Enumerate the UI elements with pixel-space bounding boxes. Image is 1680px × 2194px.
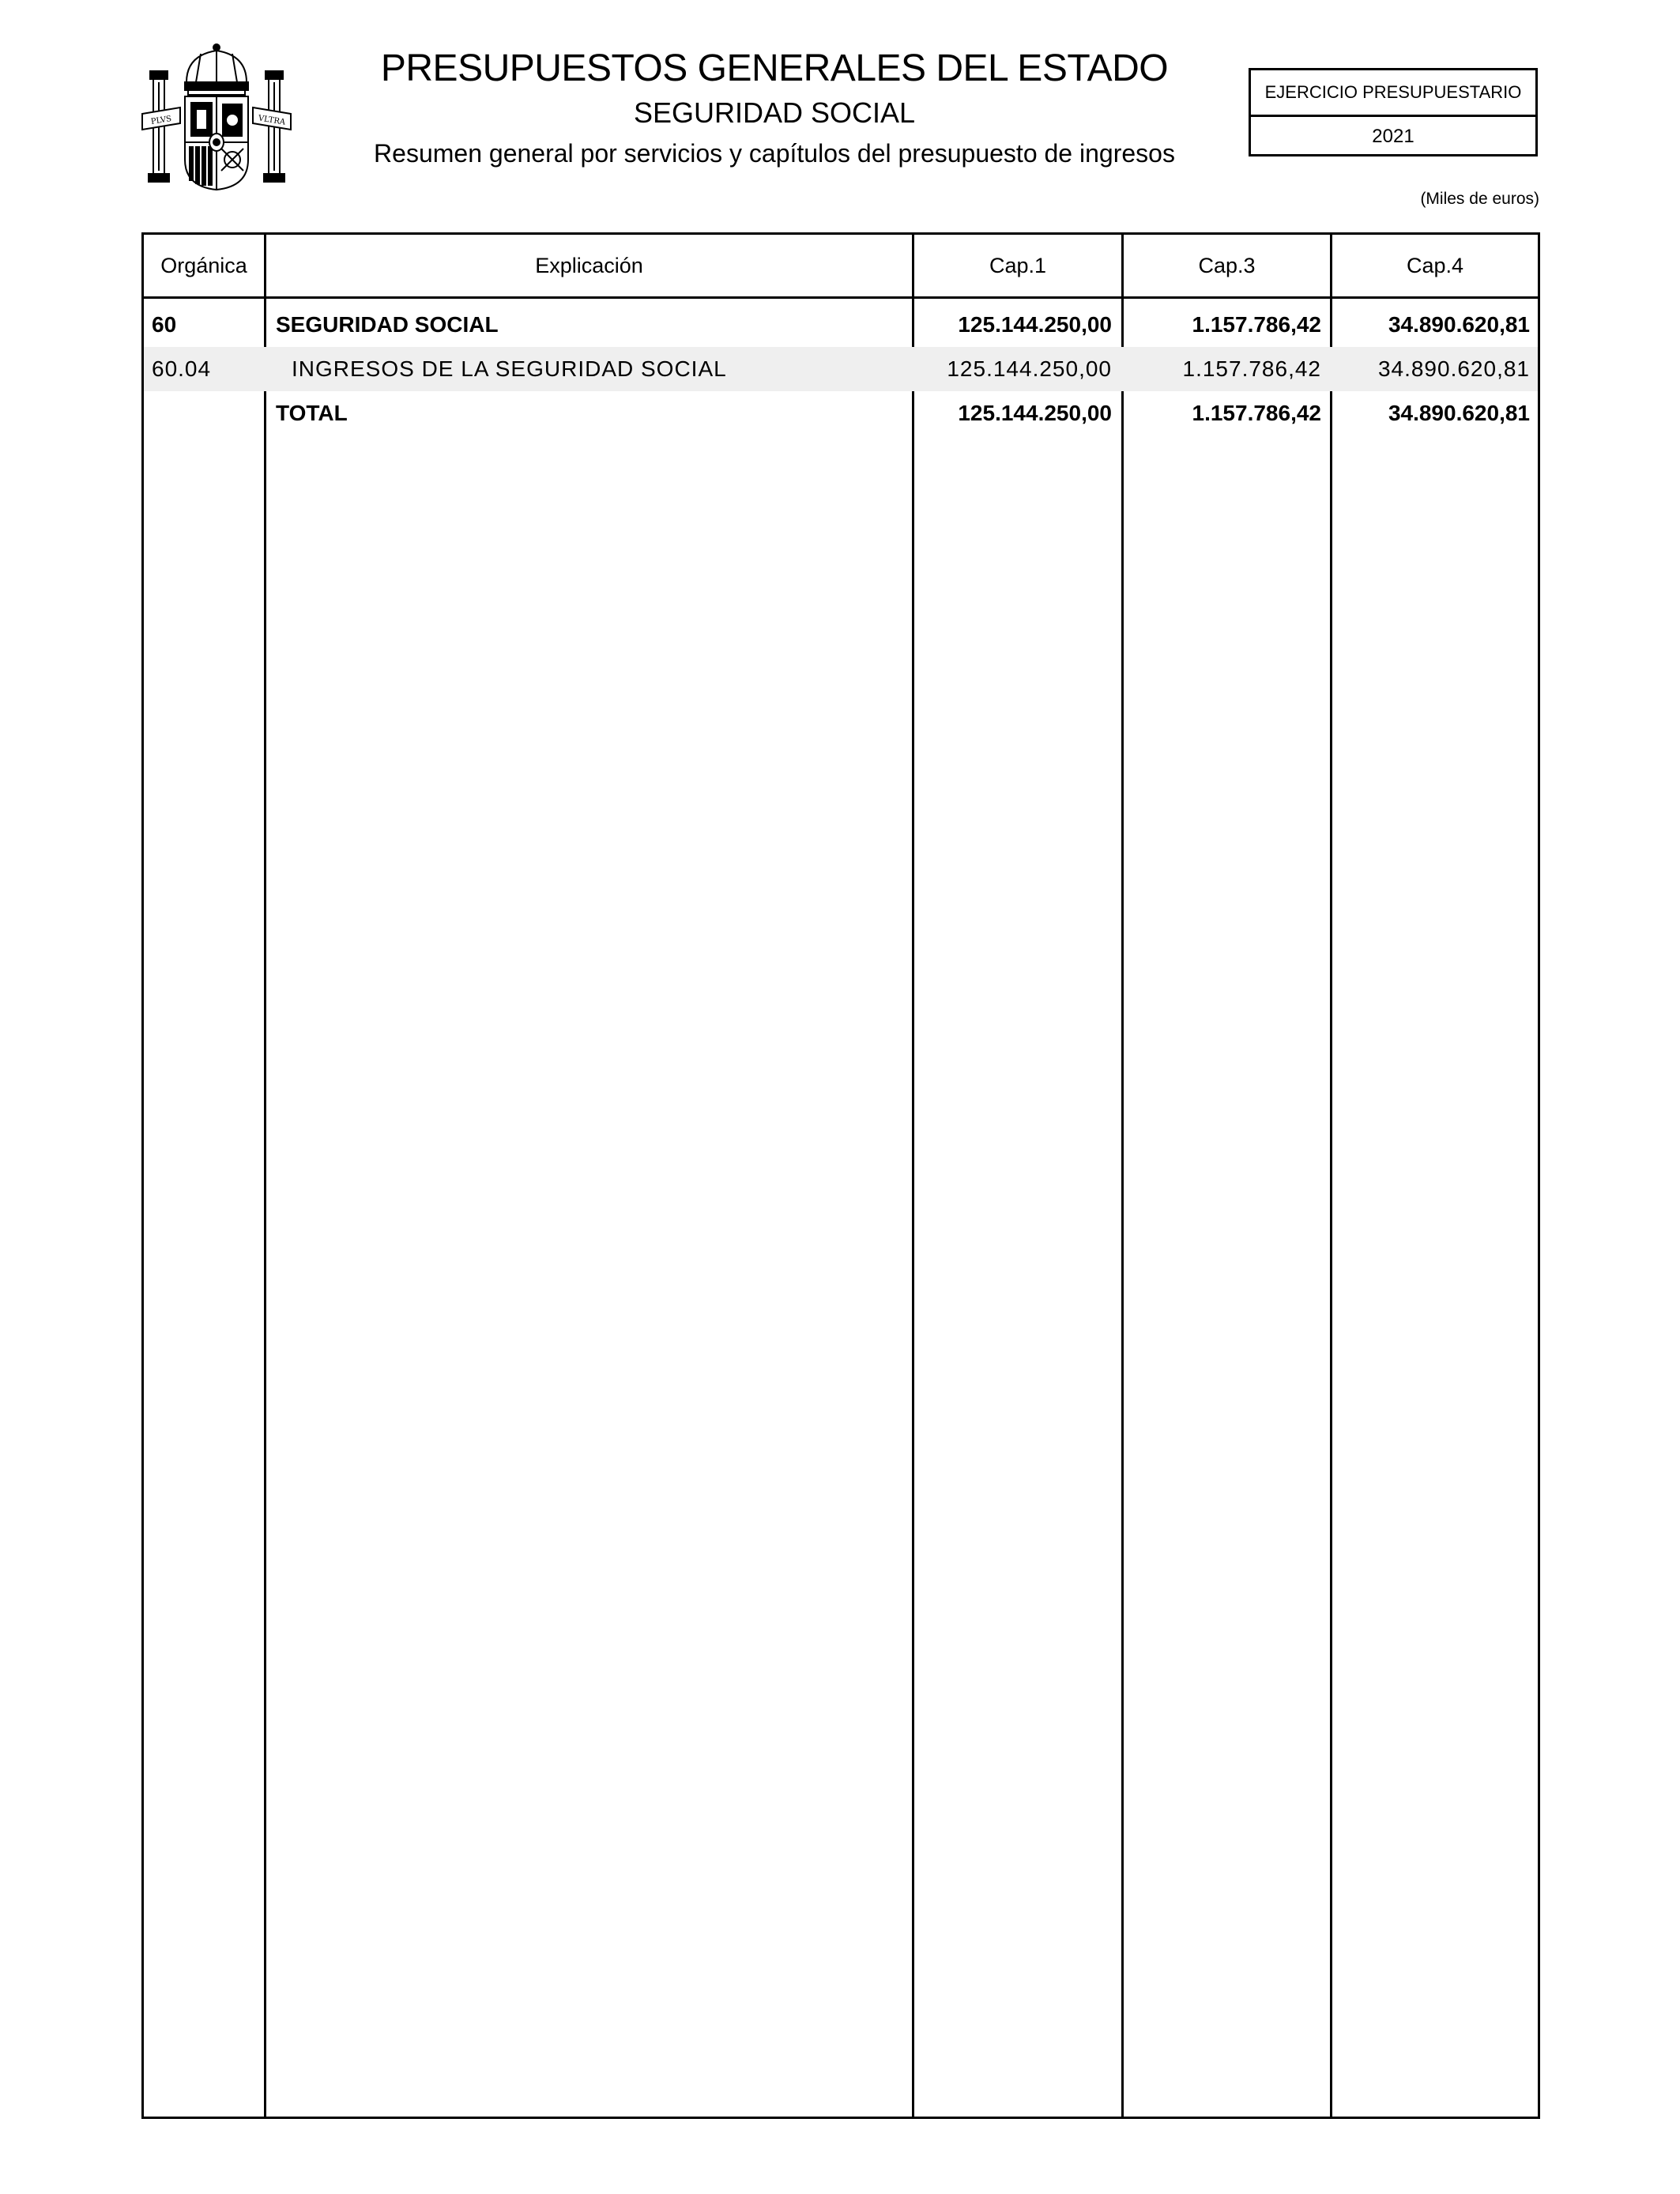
- table-row-total: [144, 391, 1538, 435]
- cap4-cell: 34.890.620,81: [1388, 401, 1530, 425]
- cap1-cell: 125.144.250,00: [958, 401, 1112, 425]
- organica-cell: 60.04: [152, 356, 212, 381]
- column-divider: [1121, 235, 1124, 2117]
- table-row: [144, 347, 1538, 391]
- page-header: [348, 46, 1201, 171]
- column-header-explicacion: Explicación: [535, 253, 643, 277]
- column-divider: [912, 235, 914, 2117]
- explicacion-cell: INGRESOS DE LA SEGURIDAD SOCIAL: [292, 356, 727, 381]
- budget-year-label: EJERCICIO PRESUPUESTARIO: [1251, 70, 1535, 117]
- column-header-cap4: Cap.4: [1406, 253, 1464, 277]
- column-divider: [264, 235, 266, 2117]
- organica-cell: [144, 391, 264, 435]
- budget-year-value: 2021: [1372, 126, 1414, 147]
- spain-coat-of-arms-icon: [139, 41, 294, 193]
- page-subtitle: SEGURIDAD SOCIAL: [633, 96, 916, 129]
- column-header-cap3: Cap.3: [1198, 253, 1256, 277]
- cap3-cell: 1.157.786,42: [1192, 312, 1321, 337]
- cap4-cell: 34.890.620,81: [1377, 356, 1530, 381]
- page-title: PRESUPUESTOS GENERALES DEL ESTADO: [380, 47, 1169, 89]
- cap3-cell: 1.157.786,42: [1182, 356, 1321, 381]
- table-row: [144, 303, 1538, 347]
- explicacion-cell: SEGURIDAD SOCIAL: [276, 312, 499, 337]
- explicacion-cell: TOTAL: [276, 401, 348, 425]
- cap4-cell: 34.890.620,81: [1388, 312, 1530, 337]
- page-description: Resumen general por servicios y capítulos del presupuesto de ingresos: [374, 139, 1175, 168]
- cap3-cell: 1.157.786,42: [1192, 401, 1321, 425]
- column-divider: [1330, 235, 1332, 2117]
- budget-year-box: [1249, 68, 1538, 156]
- units-note: (Miles de euros): [1420, 190, 1539, 208]
- svg-text:VLTRA: VLTRA: [258, 114, 286, 127]
- cap1-cell: 125.144.250,00: [947, 356, 1112, 381]
- budget-table: [141, 232, 1540, 2119]
- column-header-organica: Orgánica: [160, 253, 247, 277]
- header-divider: [144, 296, 1538, 299]
- organica-cell: 60: [152, 312, 177, 337]
- svg-text:PLVS: PLVS: [150, 115, 172, 126]
- column-header-cap1: Cap.1: [989, 253, 1047, 277]
- cap1-cell: 125.144.250,00: [958, 312, 1112, 337]
